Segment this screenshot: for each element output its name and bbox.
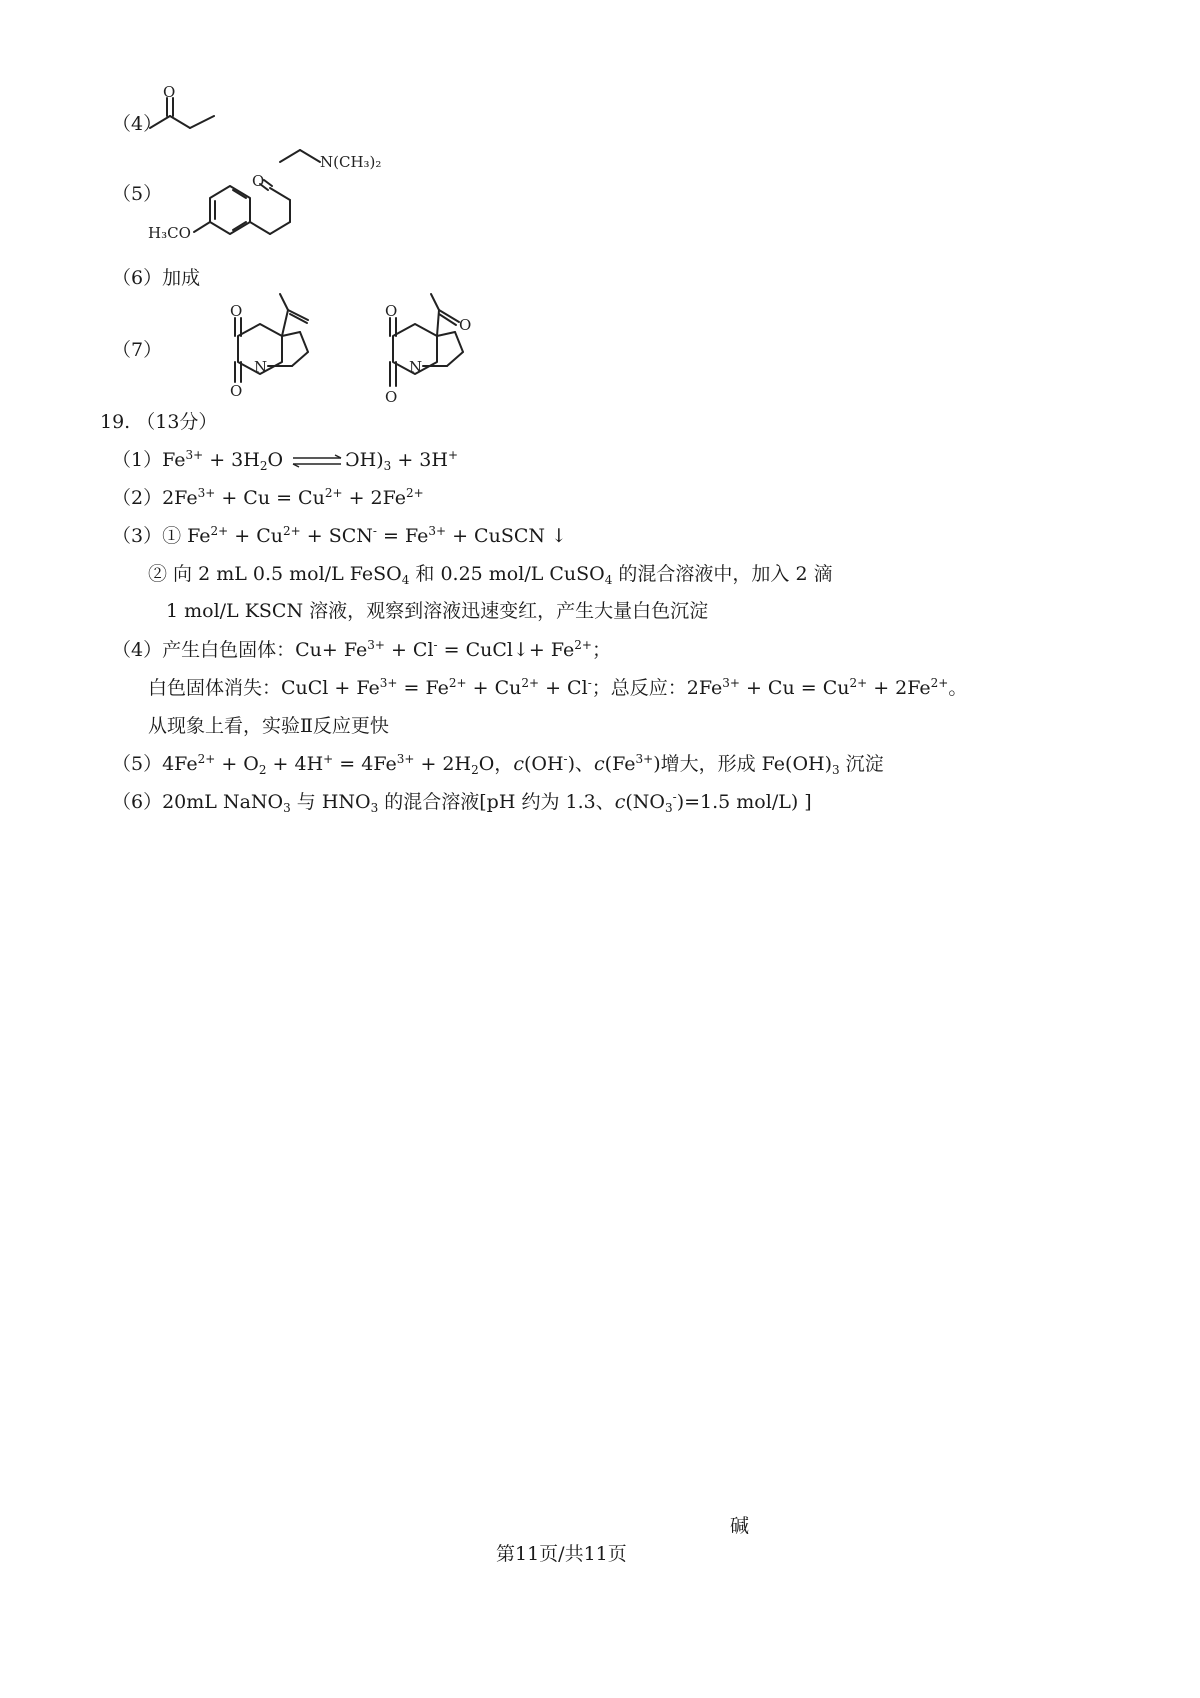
atom-o: O bbox=[230, 382, 243, 400]
butanone-structure bbox=[148, 84, 228, 134]
methoxyaryl-ketone-structure bbox=[148, 140, 408, 270]
indolizidinone-structure-2 bbox=[365, 290, 475, 415]
atom-o: O bbox=[163, 83, 176, 101]
atom-o: O bbox=[385, 388, 398, 406]
q19-6-answer: （6）20mL NaNO$_3$ 与 $HNO_3$ 的混合溶液[pH 约为 1.3、$c(NO_3^-)=1.5$ mol/L) ] bbox=[112, 790, 812, 815]
q19-3-equation: （3）① $Fe^{2+} + Cu^{2+} + SCN^- = Fe^{3+}$ + CuSCN ↓ bbox=[112, 524, 567, 547]
q19-header: 19. （13分） bbox=[100, 411, 218, 433]
atom-o: O bbox=[252, 172, 265, 190]
stray-character: 碱 bbox=[730, 1515, 750, 1537]
amine-label: N(CH₃)₂ bbox=[320, 153, 382, 171]
q6-answer: （6）加成 bbox=[112, 267, 201, 289]
equilibrium-arrows-icon bbox=[291, 454, 343, 468]
atom-o: O bbox=[230, 302, 243, 320]
q19-4-line2: 白色固体消失：CuCl + $Fe^{3+} = Fe^{2+} + Cu^{2+} + Cl^-$；总反应：$2Fe^{3+} + Cu = Cu^{2+} + 2Fe^{2+}$。 bbox=[148, 676, 968, 699]
q7-label: （7） bbox=[112, 339, 163, 361]
q19-2-equation: $(2)2Fe^{3+} + Cu = Cu^{2+} + 2Fe^{2+}$ bbox=[112, 486, 424, 509]
q4-label: （4） bbox=[112, 113, 163, 135]
page-number: 第11页/共11页 bbox=[496, 1543, 627, 1565]
atom-n: N bbox=[409, 358, 423, 376]
q19-1-equation: $(1)Fe^{3+} + 3H_2O$ $ƆH)_3 + 3H^+$ bbox=[112, 448, 459, 473]
indolizidinone-structure-1 bbox=[210, 290, 320, 410]
q19-3-step2: ② 向 2 mL 0.5 mol/L FeSO$_4$ 和 0.25 mol/L CuSO$_4$ 的混合溶液中，加入 2 滴 bbox=[148, 563, 833, 587]
q19-3-step2-cont: 1 mol/L KSCN 溶液，观察到溶液迅速变红，产生大量白色沉淀 bbox=[166, 600, 709, 622]
q19-4-line3: 从现象上看，实验Ⅱ反应更快 bbox=[148, 715, 389, 737]
atom-o: O bbox=[385, 302, 398, 320]
q19-5-equation: $(5)4Fe^{2+} + O_2 + 4H^+ = 4Fe^{3+} + 2H_2O$，c(OH-)、$c(Fe^{3+})$增大，形成 $Fe(OH)_3$ 沉淀 bbox=[112, 752, 884, 777]
methoxy-label: H₃CO bbox=[148, 224, 191, 242]
atom-o: O bbox=[459, 316, 472, 334]
atom-n: N bbox=[254, 358, 268, 376]
q19-4-line1: （4）产生白色固体：$Cu+ Fe^{3+} + Cl^-$ = CuCl↓+ $Fe^{2+}$； bbox=[112, 638, 611, 661]
q5-label: （5） bbox=[112, 183, 163, 205]
